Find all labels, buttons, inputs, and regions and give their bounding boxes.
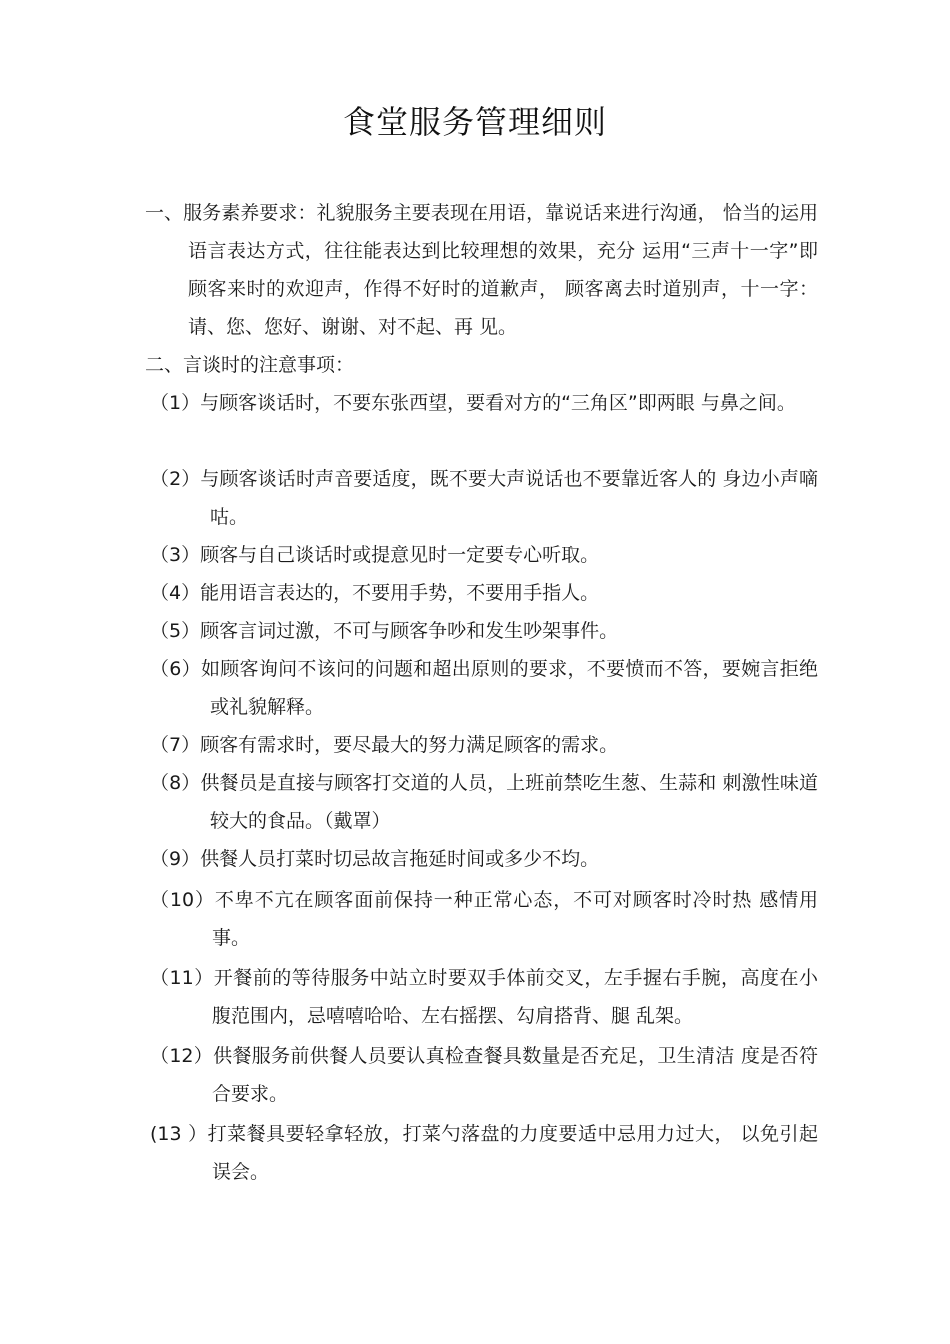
list-item-11: （11）开餐前的等待服务中站立时要双手体前交叉，左手握右手腕，高度在小腹范围内，忌嘻嘻哈哈、左右摇摆、勾肩搭背、腿 乱架。 (150, 967, 818, 1027)
section-conversation-notes: 二、言谈时的注意事项： (145, 354, 355, 376)
list-item-4: （4）能用语言表达的，不要用手势，不要用手指人。 (150, 582, 600, 604)
list-item-7: （7）顾客有需求时，要尽最大的努力满足顾客的需求。 (150, 734, 619, 756)
list-item-2: （2）与顾客谈话时声音要适度，既不要大声说话也不要靠近客人的 身边小声嘀咕。 (150, 468, 818, 528)
list-item-1: （1）与顾客谈话时，不要东张西望，要看对方的“三角区”即两眼 与鼻之间。 (150, 392, 796, 414)
list-item-10: （10）不卑不亢在顾客面前保持一种正常心态，不可对顾客时冷时热 感情用事。 (150, 889, 818, 949)
list-item-5: （5）顾客言词过激，不可与顾客争吵和发生吵架事件。 (150, 620, 619, 642)
document-title: 食堂服务管理细则 (342, 103, 607, 141)
list-item-8: （8）供餐员是直接与顾客打交道的人员，上班前禁吃生葱、生蒜和 刺激性味道较大的食品。（戴罩） (150, 772, 818, 832)
section-service-requirements: 一、服务素养要求：礼貌服务主要表现在用语，靠说话来进行沟通， 恰当的运用语言表达方式，往往能表达到比较理想的效果，充分 运用“三声十一字”即顾客来时的欢迎声，作得不好时的道歉声， 顾客离去时道别声，十一字：请、您、您好、谢谢、对不起、再 见。 (145, 202, 818, 338)
list-item-13: (13 ）打菜餐具要轻拿轻放，打菜勺落盘的力度要适中忌用力过大， 以免引起误会。 (150, 1123, 818, 1183)
list-item-6: （6）如顾客询问不该问的问题和超出原则的要求，不要愤而不答，要婉言拒绝或礼貌解释。 (150, 658, 818, 718)
list-item-12: （12）供餐服务前供餐人员要认真检查餐具数量是否充足，卫生清洁 度是否符合要求。 (150, 1045, 818, 1105)
list-item-3: （3）顾客与自己谈话时或提意见时一定要专心听取。 (150, 544, 600, 566)
list-item-9: （9）供餐人员打菜时切忌故言拖延时间或多少不均。 (150, 848, 600, 870)
